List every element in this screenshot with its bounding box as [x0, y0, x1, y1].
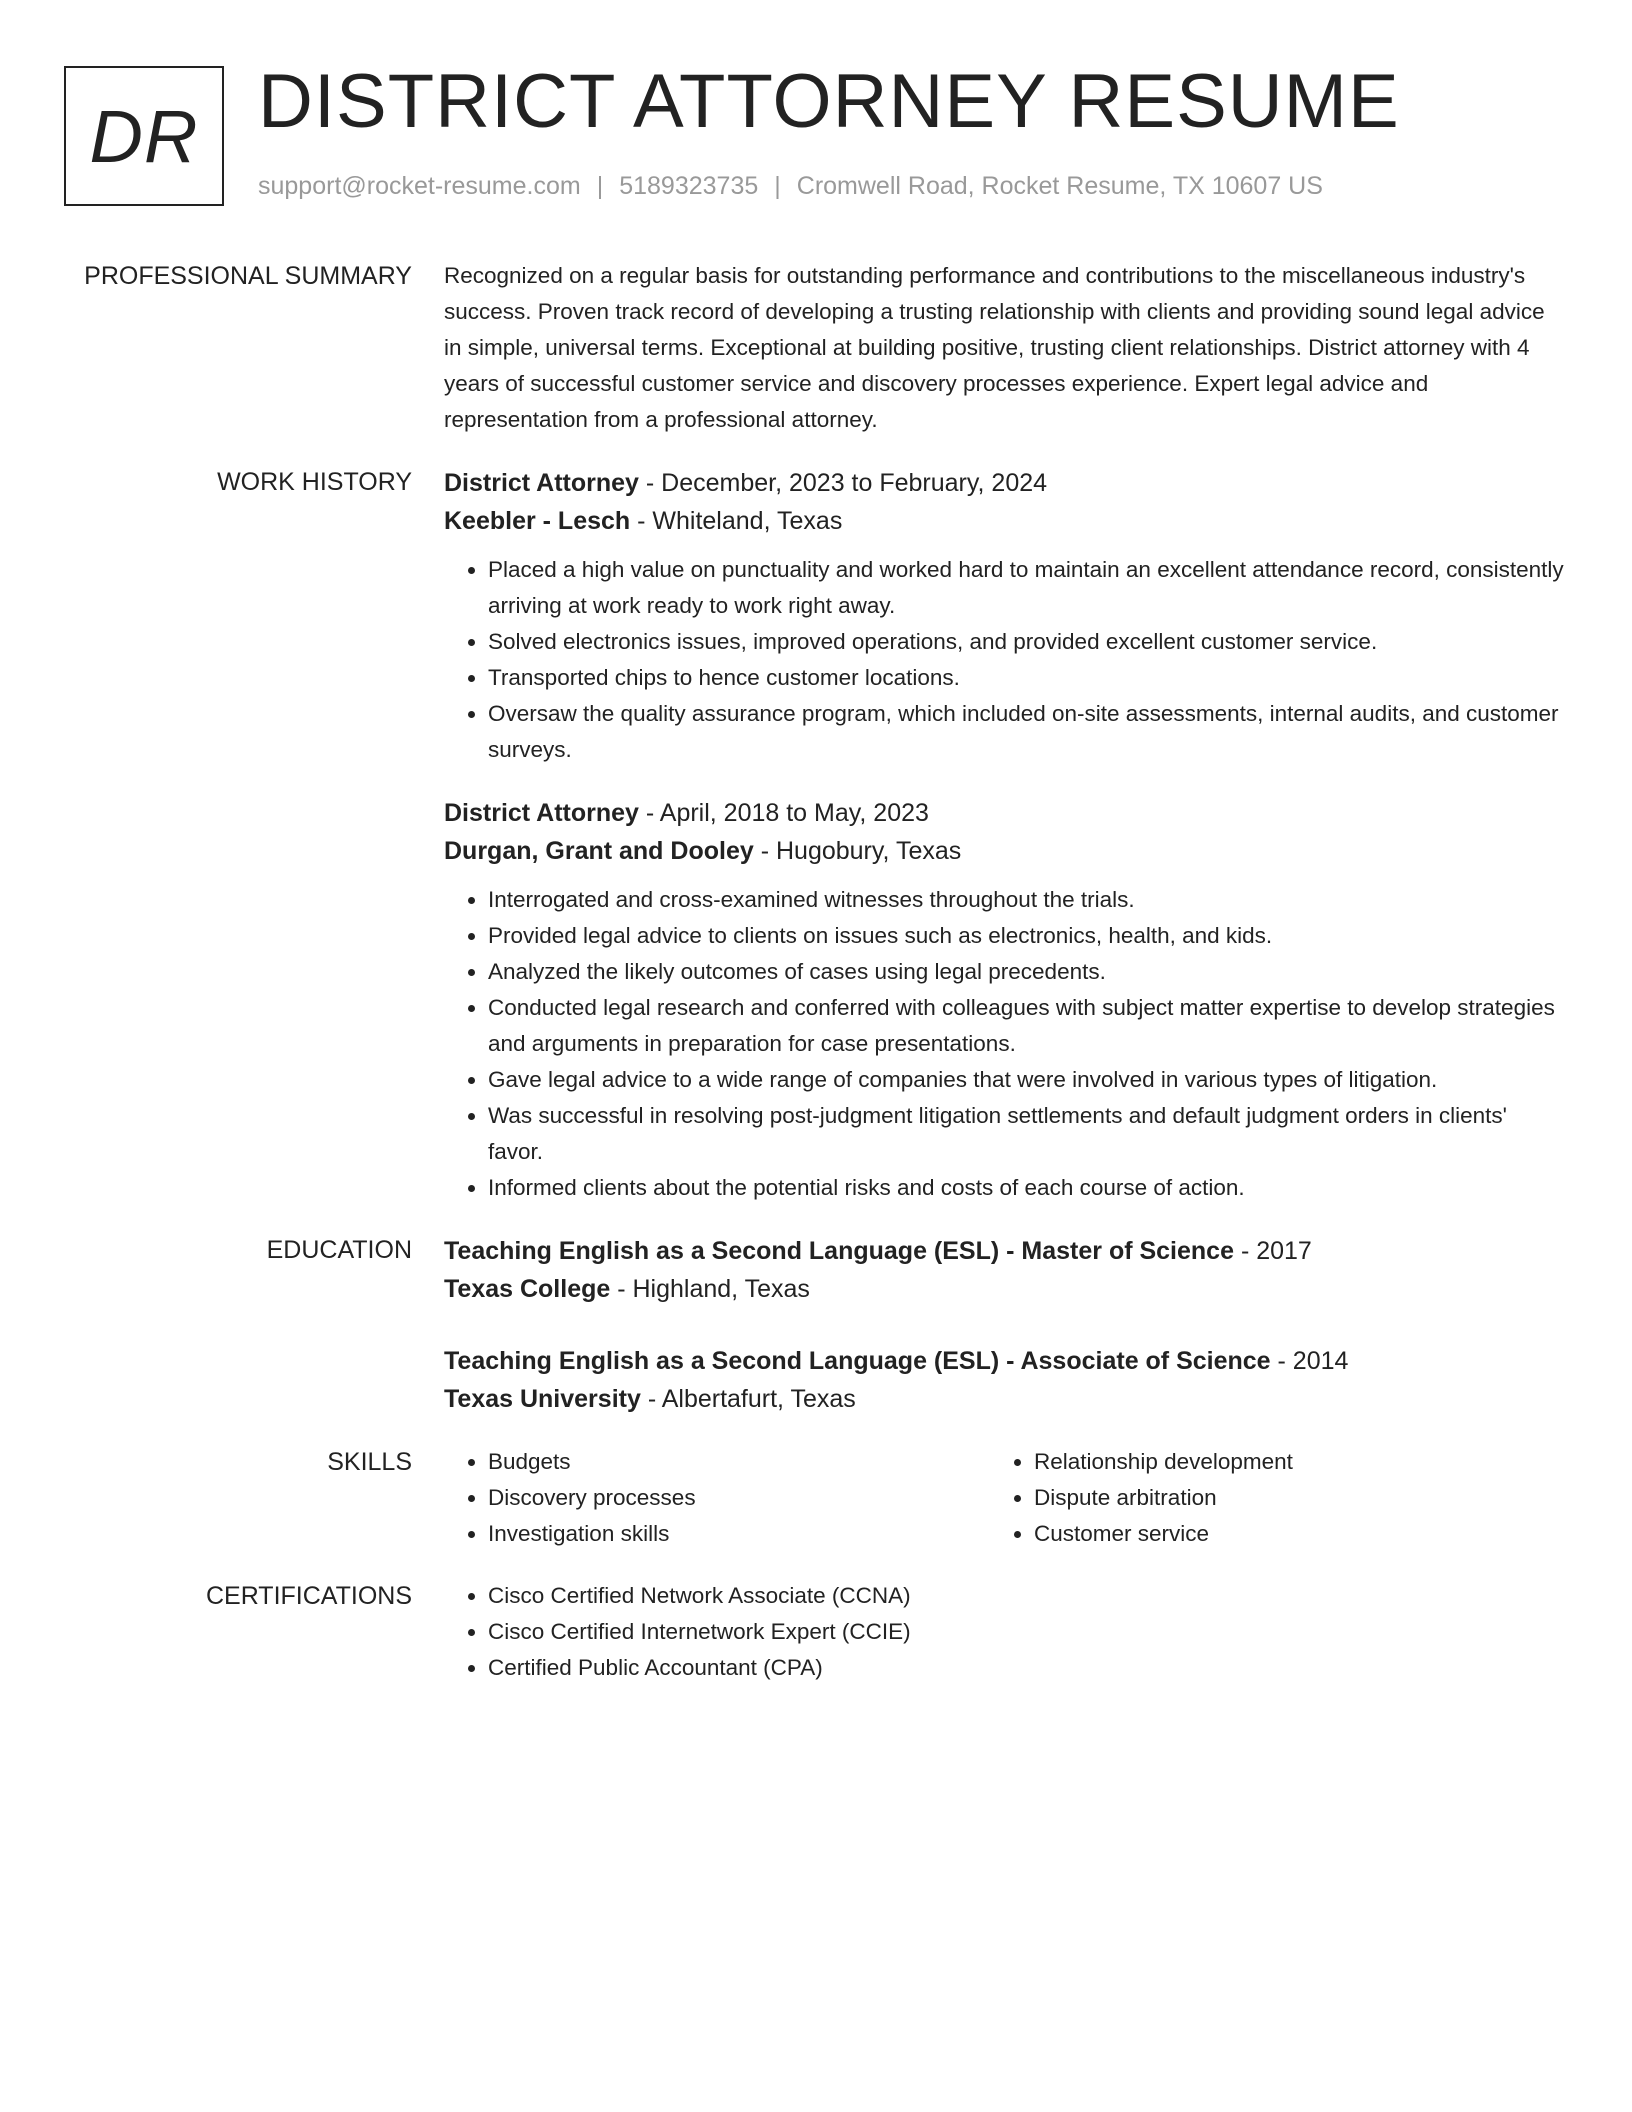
education-degree: Teaching English as a Second Language (ESL) - Associate of Science — [444, 1347, 1271, 1375]
job-entry — [444, 794, 1564, 1206]
section-body-skills — [444, 1444, 1564, 1552]
skill-item: • Dispute arbitration — [1034, 1480, 1536, 1516]
education-degree: Teaching English as a Second Language (ESL) - Master of Science — [444, 1237, 1234, 1265]
job-company-line — [444, 502, 1564, 540]
certification-item: • Certified Public Accountant (CPA) — [488, 1650, 1564, 1686]
education-school-line — [444, 1270, 1564, 1308]
resume-title: DISTRICT ATTORNEY RESUME — [258, 59, 1400, 144]
resume-sections — [0, 258, 1632, 1712]
job-bullet: • Transported chips to hence customer locations. — [488, 660, 1564, 696]
job-title-line — [444, 794, 1564, 832]
job-title: District Attorney — [444, 469, 639, 497]
contact-separator: | — [596, 172, 604, 200]
education-school: Texas College — [444, 1275, 611, 1303]
section-body-summary — [444, 258, 1564, 438]
job-title: District Attorney — [444, 799, 639, 827]
education-school: Texas University — [444, 1385, 641, 1413]
section-label-skills: SKILLS — [327, 1448, 412, 1476]
skills-grid — [444, 1444, 1564, 1552]
section-skills — [0, 1444, 1632, 1552]
education-degree-line — [444, 1342, 1564, 1380]
certification-item: • Cisco Certified Internetwork Expert (CCIE) — [488, 1614, 1564, 1650]
job-bullet: • Was successful in resolving post-judgment litigation settlements and default judgment orders in clients' favor. — [488, 1098, 1564, 1170]
section-label-summary: PROFESSIONAL SUMMARY — [84, 262, 412, 290]
section-label-education: EDUCATION — [266, 1236, 412, 1264]
skills-column-left — [444, 1444, 990, 1552]
job-location: - Hugobury, Texas — [753, 837, 962, 865]
education-year: - 2014 — [1270, 1347, 1349, 1375]
certifications-list — [444, 1578, 1564, 1686]
section-label-certifications: CERTIFICATIONS — [205, 1582, 412, 1610]
education-entry — [444, 1232, 1564, 1308]
job-bullet: • Conducted legal research and conferred with colleagues with subject matter expertise to develop strategies and arguments in preparation for case presentations. — [488, 990, 1564, 1062]
job-bullet: • Interrogated and cross-examined witnesses throughout the trials. — [488, 882, 1564, 918]
job-bullet: • Provided legal advice to clients on issues such as electronics, health, and kids. — [488, 918, 1564, 954]
section-body-work — [444, 464, 1564, 1206]
job-dates: - December, 2023 to February, 2024 — [638, 469, 1048, 497]
education-school-line — [444, 1380, 1564, 1418]
education-year: - 2017 — [1234, 1237, 1312, 1265]
job-company: Keebler - Lesch — [444, 507, 631, 535]
section-work-history — [0, 464, 1632, 1206]
job-bullet: • Gave legal advice to a wide range of companies that were involved in various types of litigation. — [488, 1062, 1564, 1098]
skill-item: • Discovery processes — [488, 1480, 990, 1516]
monogram-badge: DR — [64, 66, 224, 206]
education-entry — [444, 1342, 1564, 1418]
contact-phone[interactable]: 5189323735 — [619, 172, 759, 200]
section-body-education — [444, 1232, 1564, 1418]
job-bullet: • Oversaw the quality assurance program, which included on-site assessments, internal audits, and customer surveys. — [488, 696, 1564, 768]
job-title-line — [444, 464, 1564, 502]
certification-item: • Cisco Certified Network Associate (CCNA) — [488, 1578, 1564, 1614]
section-label-work: WORK HISTORY — [217, 468, 412, 496]
job-company: Durgan, Grant and Dooley — [444, 837, 754, 865]
education-location: - Albertafurt, Texas — [640, 1385, 856, 1413]
section-education — [0, 1232, 1632, 1418]
skill-item: • Investigation skills — [488, 1516, 990, 1552]
job-company-line — [444, 832, 1564, 870]
section-body-certifications — [444, 1578, 1564, 1686]
job-bullet: • Placed a high value on punctuality and worked hard to maintain an excellent attendance record, consistently arriving at work ready to work right away. — [488, 552, 1564, 624]
job-entry — [444, 464, 1564, 768]
job-bullets — [444, 882, 1564, 1206]
section-certifications — [0, 1578, 1632, 1686]
job-bullets — [444, 552, 1564, 768]
skill-item: • Budgets — [488, 1444, 990, 1480]
skills-column-right — [990, 1444, 1536, 1552]
section-professional-summary — [0, 258, 1632, 438]
summary-text: Recognized on a regular basis for outstanding performance and contributions to the miscellaneous industry's success. Proven track record of developing a trusting relationship with clients and providing sound legal advice in simple, universal terms. Exceptional at building positive, trusting client relationships. District attorney with 4 years of successful customer service and discovery processes experience. Expert legal advice and representation from a professional attorney. — [444, 263, 1545, 432]
contact-separator: | — [774, 172, 781, 200]
job-location: - Whiteland, Texas — [630, 507, 843, 535]
contact-line — [258, 172, 1323, 201]
job-bullet: • Informed clients about the potential risks and costs of each course of action. — [488, 1170, 1564, 1206]
skill-item: • Customer service — [1034, 1516, 1536, 1552]
contact-address: Cromwell Road, Rocket Resume, TX 10607 US — [796, 172, 1323, 200]
skill-item: • Relationship development — [1034, 1444, 1536, 1480]
job-bullet: • Solved electronics issues, improved operations, and provided excellent customer service. — [488, 624, 1564, 660]
education-degree-line — [444, 1232, 1564, 1270]
education-location: - Highland, Texas — [610, 1275, 810, 1303]
contact-email[interactable]: support@rocket-resume.com — [258, 172, 581, 200]
job-bullet: • Analyzed the likely outcomes of cases using legal precedents. — [488, 954, 1564, 990]
job-dates: - April, 2018 to May, 2023 — [638, 799, 929, 827]
